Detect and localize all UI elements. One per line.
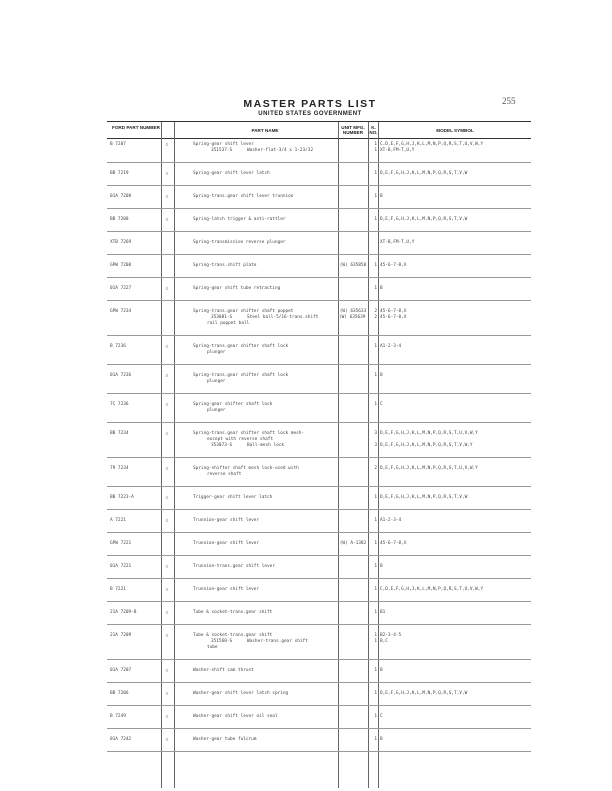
ford-part-number: B 7207 [110, 142, 126, 147]
quantity-number: 1 [374, 633, 377, 638]
model-symbol: C,D,E,F,G,H,J,K,L,M,N,P,Q,R,S,T,U,V,W,Y [380, 587, 484, 592]
sub-part-number: 353073-S [211, 443, 233, 448]
table-row [107, 215, 531, 232]
sub-part-name: Ball-mesh lock [247, 443, 285, 448]
table-row [107, 516, 531, 533]
sub-part-name: reverse shaft [207, 472, 242, 477]
model-symbol: D,E,F,G,H,J,K,L,M,N,P,Q,R,S,T,V,W [380, 691, 468, 696]
sub-part-name: plunger [207, 408, 226, 413]
table-row [107, 689, 531, 706]
part-name: Spring-gear shift tube retracting [193, 286, 281, 291]
sub-part-number: 351537-S [211, 148, 233, 153]
ford-part-number: BB 7234 [110, 431, 129, 436]
quantity-number: 1 [374, 373, 377, 378]
ford-part-number: 79 7234 [110, 466, 129, 471]
ford-part-number: B 7221 [110, 587, 126, 592]
part-name: Tube & socket-trans.gear shift [193, 633, 273, 638]
model-symbol: C [380, 402, 383, 407]
quantity-number: 2 [374, 309, 377, 314]
model-symbol: B [380, 286, 383, 291]
sub-quantity-number: 1 [374, 148, 377, 153]
sub-unit-mfg-number: (W) 635639 [339, 315, 366, 320]
unit-mfg-number: (W) 635633 [339, 309, 367, 314]
table-row [107, 371, 531, 394]
unit-mfg-number: (W) 635858 [339, 263, 367, 268]
sub-part-number: 353081-S [211, 315, 233, 320]
ford-part-number: GPW 7234 [110, 309, 132, 314]
model-symbol: 45-6-7-8,X [380, 541, 407, 546]
part-name: Washer-gear tube fulcrum [193, 737, 257, 742]
table-row [107, 140, 531, 163]
table-row [107, 585, 531, 602]
parts-table [107, 121, 531, 788]
model-symbol: C [380, 714, 383, 719]
ford-part-number: GPW 7208 [110, 263, 132, 268]
ford-part-number: BB 7206 [110, 691, 129, 696]
flag-symbol: △ [165, 402, 169, 407]
model-symbol: XT-B,FM-T,U,Y [380, 240, 415, 245]
model-symbol: B [380, 194, 383, 199]
part-name: Washer-gear shift lever latch spring [193, 691, 289, 696]
header-part-name: PART NAME [251, 128, 279, 133]
part-name: Trunnion-gear shift lever [193, 541, 260, 546]
model-symbol: A1-2-3-4 [380, 518, 402, 523]
sub-quantity-number: 2 [374, 315, 377, 320]
table-row [107, 429, 531, 458]
sub-model-symbol: 45-6-7-8,X [380, 315, 407, 320]
ford-part-number: 01A 7207 [110, 668, 132, 673]
table-row [107, 712, 531, 729]
ford-part-number: BB 7208 [110, 217, 129, 222]
flag-symbol: △ [165, 495, 169, 500]
part-name: Trunnion-trans.gear shift lever [193, 564, 275, 569]
quantity-number: 1 [374, 194, 377, 199]
header-model-symbol: MODEL SYMBOL [436, 128, 474, 133]
part-name: Spring-trans.gear shifter shaft lock mesh- [193, 431, 305, 436]
model-symbol: C,D,E,F,G,H,J,K,L,M,N,P,Q,R,S,T,U,V,W,Y [380, 142, 484, 147]
page-number: 255 [502, 96, 516, 106]
ford-part-number: A 7221 [110, 518, 126, 523]
model-symbol: B [380, 668, 383, 673]
unit-mfg-number: (W) A-1382 [339, 541, 367, 546]
part-name: Spring-latch trigger & anti-rattler [193, 217, 286, 222]
quantity-number: 1 [374, 217, 377, 222]
quantity-number: 1 [374, 344, 377, 349]
sub-part-name: rail poppet ball [207, 321, 250, 326]
model-symbol: D,E,F,G,H,J,K,L,M,N,P,Q,R,S,T,V,W [380, 495, 468, 500]
ford-part-number: 21A 7209-B [110, 610, 137, 615]
ford-part-number: 01A 7208 [110, 194, 132, 199]
ford-part-number: 7C 7236 [110, 402, 129, 407]
model-symbol: A1-2-3-4 [380, 344, 402, 349]
flag-symbol: △ [165, 142, 169, 147]
model-symbol: D,E,F,G,H,J,K,L,M,N,P,Q,R,S,T,V,W [380, 217, 468, 222]
flag-symbol: △ [165, 217, 169, 222]
part-name: Spring-trans.gear shifter shaft lock [193, 344, 289, 349]
flag-symbol: △ [165, 610, 169, 615]
quantity-number: 1 [374, 286, 377, 291]
part-name: Spring-trans.gear shifter shaft poppet [193, 309, 294, 314]
model-symbol: B1 [380, 610, 386, 615]
ford-part-number: GPW 7221 [110, 541, 132, 546]
flag-symbol: △ [165, 714, 169, 719]
part-name: Tube & socket-trans.gear shift [193, 610, 273, 615]
part-name: Spring-transmission reverse plunger [193, 240, 286, 245]
ford-part-number: XTB 7269 [110, 240, 132, 245]
quantity-number: 3 [374, 431, 377, 436]
flag-symbol: △ [165, 737, 169, 742]
sub-quantity-number: 3 [374, 443, 377, 448]
sub-part-name: plunger [207, 379, 226, 384]
sub-part-name: tube [207, 645, 218, 650]
quantity-number: 1 [374, 402, 377, 407]
sub-part-name: plunger [207, 350, 226, 355]
table-row [107, 238, 531, 255]
flag-symbol: △ [165, 691, 169, 696]
header-no: K. NO. [369, 125, 378, 135]
flag-symbol: △ [165, 587, 169, 592]
table-row [107, 284, 531, 301]
sub-model-symbol: B,C [380, 639, 388, 644]
part-name: Washer-shift cam thrust [193, 668, 254, 673]
table-row [107, 631, 531, 660]
model-symbol: B2-3-4-5 [380, 633, 402, 638]
quantity-number: 1 [374, 714, 377, 719]
model-symbol: D,E,F,G,H,J,K,L,M,N,P,Q,R,S,T,U,V,W,Y [380, 431, 478, 436]
ford-part-number: BB 7223-A [110, 495, 134, 500]
flag-symbol: △ [165, 373, 169, 378]
quantity-number: 1 [374, 541, 377, 546]
sub-part-name: except with reverse shaft [207, 437, 274, 442]
ford-part-number: B 7249 [110, 714, 126, 719]
model-symbol: 45-6-7-8,X [380, 309, 407, 314]
sub-part-name: Washer-flat-3/4 x 1-23/32 [247, 148, 314, 153]
quantity-number: 1 [374, 495, 377, 500]
flag-symbol: △ [165, 466, 169, 471]
quantity-number: 1 [374, 587, 377, 592]
sub-model-symbol: D,E,F,G,H,J,K,L,M,N,P,Q,R,S,T,V,W,Y [380, 443, 473, 448]
part-name: Trunnion-gear shift lever [193, 518, 260, 523]
model-symbol: B [380, 737, 383, 742]
sub-part-number: 351560-S [211, 639, 233, 644]
ford-part-number: 01A 7221 [110, 564, 132, 569]
ford-part-number: 01A 7227 [110, 286, 132, 291]
part-name: Spring-trans.gear shift lever trunnion [193, 194, 294, 199]
table-row [107, 562, 531, 579]
table-row [107, 307, 531, 336]
table-row [107, 169, 531, 186]
table-row [107, 342, 531, 365]
model-symbol: 45-6-7-8,X [380, 263, 407, 268]
table-row [107, 608, 531, 625]
part-name: Spring-gear shift lever latch [193, 171, 270, 176]
sub-model-symbol: XT-B,FM-T,U,Y [380, 148, 415, 153]
part-name: Trunnion-gear shift lever [193, 587, 260, 592]
quantity-number: 1 [374, 518, 377, 523]
sub-part-name: Washer-trans.gear shift [247, 639, 308, 644]
table-row [107, 539, 531, 556]
sub-quantity-number: 1 [374, 639, 377, 644]
model-symbol: D,E,F,G,H,J,K,L,M,N,P,Q,R,S,T,U,V,W,Y [380, 466, 478, 471]
quantity-number: 1 [374, 610, 377, 615]
flag-symbol: △ [165, 668, 169, 673]
model-symbol: B [380, 564, 383, 569]
header-ford-part-number: FORD PART NUMBER [112, 125, 160, 130]
part-name: Spring-gear shift lever [193, 142, 254, 147]
ford-part-number: 21A 7209 [110, 633, 132, 638]
part-name: Washer-gear shift lever oil seal [193, 714, 278, 719]
document-title: MASTER PARTS LIST [243, 98, 377, 110]
table-row [107, 493, 531, 510]
ford-part-number: BB 7219 [110, 171, 129, 176]
quantity-number: 1 [374, 142, 377, 147]
ford-part-number: 01A 7236 [110, 373, 132, 378]
flag-symbol: △ [165, 171, 169, 176]
quantity-number: 1 [374, 691, 377, 696]
table-header [107, 122, 531, 139]
table-row [107, 400, 531, 423]
part-name: Spring-gear shifter shaft lock [193, 402, 273, 407]
quantity-number: 1 [374, 263, 377, 268]
flag-symbol: △ [165, 633, 169, 638]
quantity-number: 1 [374, 668, 377, 673]
quantity-number: 1 [374, 737, 377, 742]
model-symbol: B [380, 373, 383, 378]
part-name: Spring-trans.shift plate [193, 263, 257, 268]
flag-symbol: △ [165, 518, 169, 523]
ford-part-number: B 7236 [110, 344, 126, 349]
model-symbol: D,E,F,G,H,J,K,L,M,N,P,Q,R,S,T,V,W [380, 171, 468, 176]
flag-symbol: △ [165, 564, 169, 569]
table-row [107, 666, 531, 683]
part-name: Spring-trans.gear shifter shaft lock [193, 373, 289, 378]
flag-symbol: △ [165, 194, 169, 199]
table-row [107, 464, 531, 487]
flag-symbol: △ [165, 344, 169, 349]
table-row [107, 261, 531, 278]
flag-symbol: △ [165, 286, 169, 291]
header-unit-mfg-number: UNIT MFG. NUMBER [341, 125, 365, 135]
ford-part-number: 01A 7242 [110, 737, 132, 742]
quantity-number: 1 [374, 564, 377, 569]
table-row [107, 735, 531, 752]
quantity-number: 2 [374, 466, 377, 471]
flag-symbol: △ [165, 431, 169, 436]
quantity-number: 1 [374, 171, 377, 176]
part-name: Trigger-gear shift lever latch [193, 495, 273, 500]
sub-part-name: Steel ball-5/16-trans.shift [247, 315, 319, 320]
table-row [107, 192, 531, 209]
document-subtitle: UNITED STATES GOVERNMENT [258, 111, 362, 117]
part-name: Spring-shifter shaft mesh lock-used with [193, 466, 299, 471]
